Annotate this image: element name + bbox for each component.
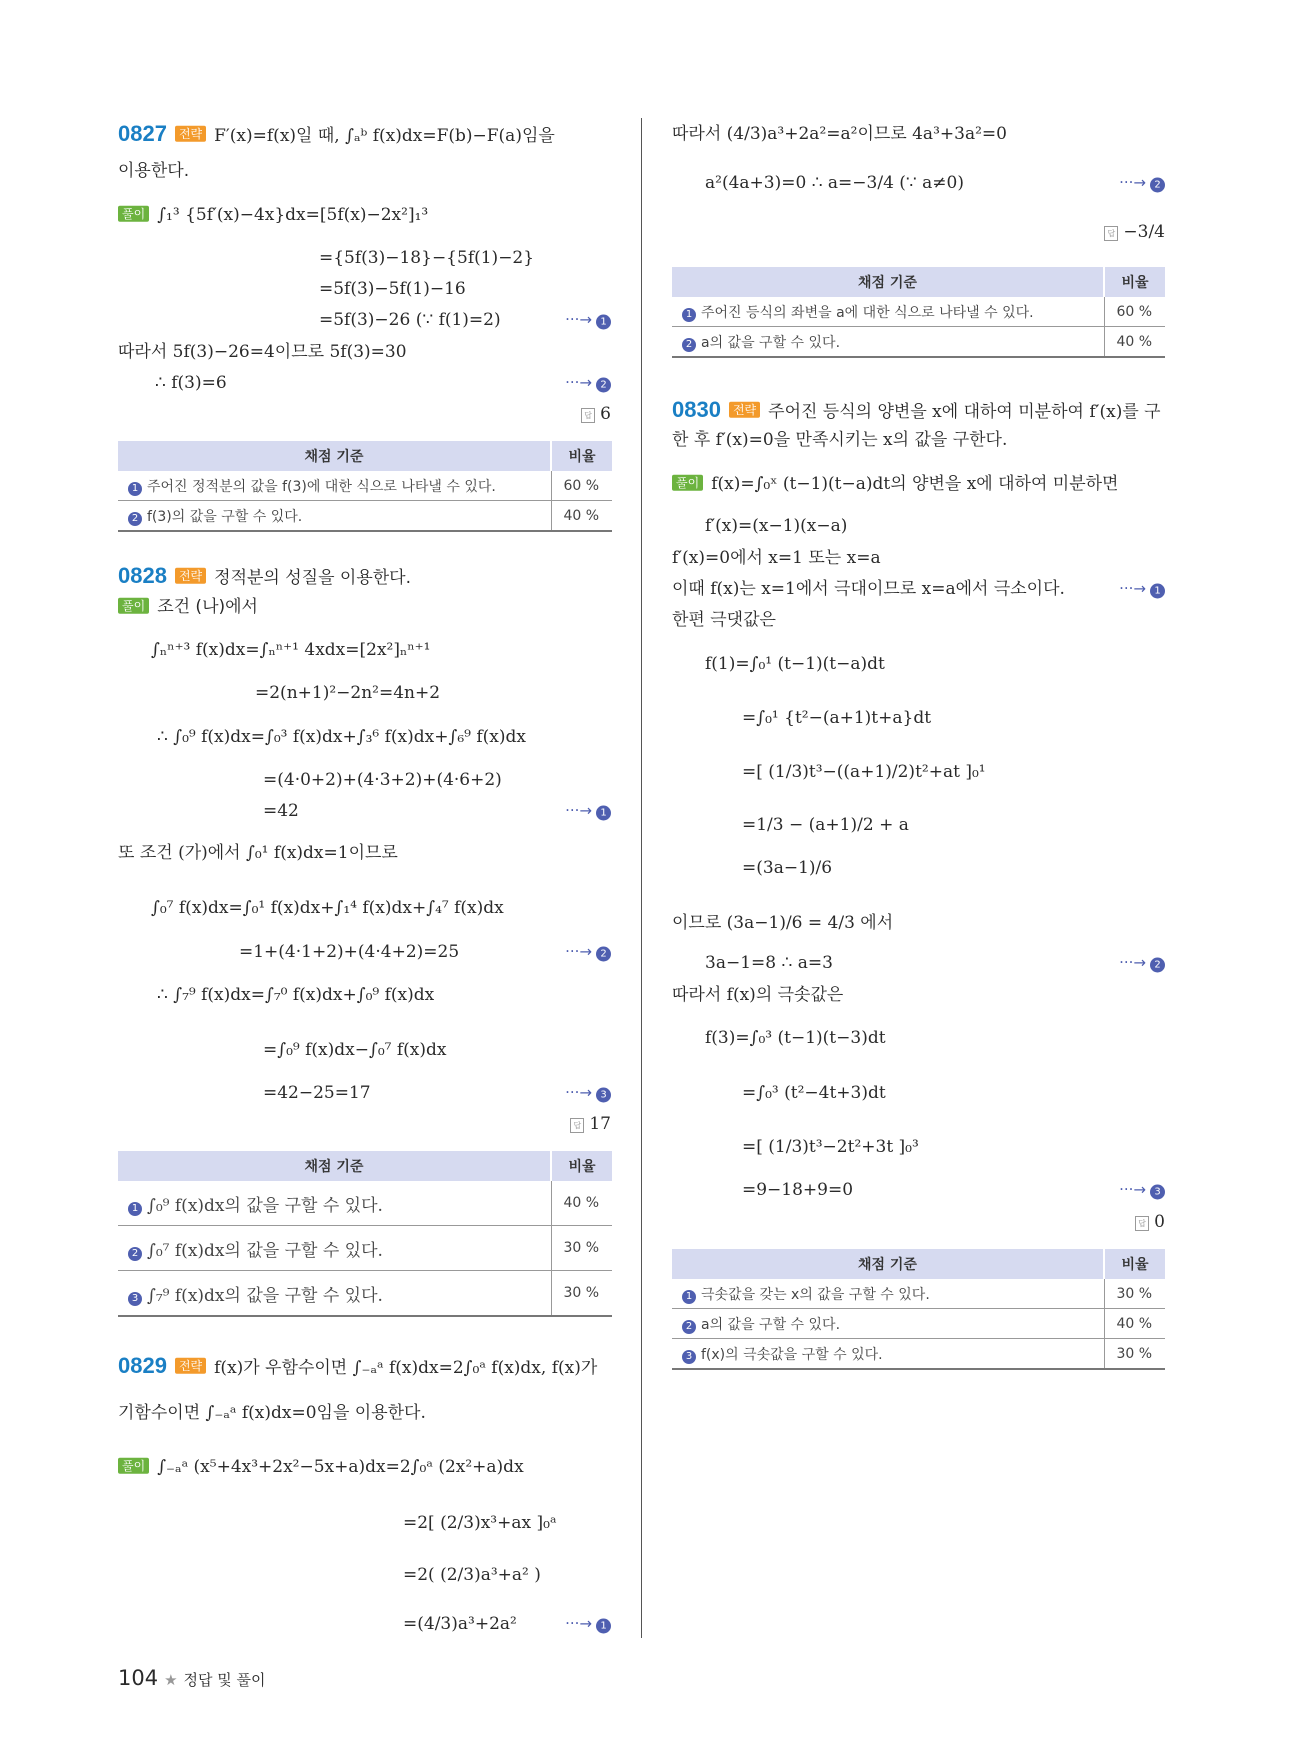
solution-line: 또 조건 (가)에서 ∫₀¹ f(x)dx=1이므로 [118,842,398,863]
table-row: 1 주어진 등식의 좌변을 a에 대한 식으로 나타낼 수 있다. 60 % [672,297,1165,327]
solution-line: 3a−1=8 ∴ a=3 [705,952,833,973]
solution-line: =[ (1/3)t³−2t²+3t ]₀³ [742,1136,919,1157]
page-number: 104 [118,1666,159,1690]
step-marker: ···→ 3 [1119,1181,1165,1200]
solution-line: =2[ (2/3)x³+ax ]₀ᵃ [403,1512,557,1533]
step-marker: ···→ 2 [1119,954,1165,973]
step-marker: ···→ 2 [565,374,611,393]
answer: 답 17 [570,1114,611,1134]
solution-line [118,205,428,225]
solution-line: 풀이 조건 (나)에서 [118,597,258,617]
solution-line: 이므로 (3a−1)/6 = 4/3 에서 [672,912,894,933]
table-row: 2 a의 값을 구할 수 있다. 40 % [672,327,1165,358]
grading-table: 채점 기준 비율 1 ∫₀⁹ f(x)dx의 값을 구할 수 있다. 40 % 2 ∫₀⁷ f(x)dx의 값을 구할 수 있다. 30 % 3 ∫₇⁹ f(x)dx의 값을 구할 수 있다. 30 % [118,1151,612,1317]
solution-line: =(4·0+2)+(4·3+2)+(4·6+2) [263,769,502,790]
solution-line: f(1)=∫₀¹ (t−1)(t−a)dt [705,653,885,674]
solution-line: =(4/3)a³+2a² [403,1613,517,1634]
solution-tag: 풀이 [118,598,149,614]
strategy-text: 이용한다. [118,160,190,181]
step-marker: ···→ 1 [565,1615,611,1634]
step-marker: ···→ 3 [565,1084,611,1103]
footer-title: 정답 및 풀이 [183,1671,266,1689]
grading-table: 채점 기준 비율 1 극솟값을 갖는 x의 값을 구할 수 있다. 30 % 2 a의 값을 구할 수 있다. 40 % 3 f(x)의 극솟값을 구할 수 있다. 30 % [672,1249,1165,1370]
grading-table [118,441,612,532]
solution-line: 따라서 (4/3)a³+2a²=a²이므로 4a³+3a²=0 [672,123,1007,144]
solution-line: =2(n+1)²−2n²=4n+2 [255,682,441,703]
answer-icon: 답 [1135,1216,1149,1231]
step-marker: ···→ 2 [1119,174,1165,193]
math: ∫₁³ {5f′(x)−4x}dx=[5f(x)−2x²]₁³ [157,204,429,225]
table-row: 2 a의 값을 구할 수 있다. 40 % [672,1309,1165,1339]
answer-icon: 답 [581,408,595,423]
solution-line: =1/3 − (a+1)/2 + a [742,814,909,835]
problem-0828-header [118,563,411,589]
table-row: 1 ∫₀⁹ f(x)dx의 값을 구할 수 있다. 40 % [118,1181,612,1226]
answer: 답 6 [581,404,611,424]
table-row: 3 ∫₇⁹ f(x)dx의 값을 구할 수 있다. 30 % [118,1271,612,1317]
step-marker: ···→ 2 [565,943,611,962]
solution-line: 풀이 f(x)=∫₀ˣ (t−1)(t−a)dt의 양변을 x에 대하여 미분하면 [672,474,1118,494]
step-marker: ···→ 1 [565,802,611,821]
table-row: 2 ∫₀⁷ f(x)dx의 값을 구할 수 있다. 30 % [118,1226,612,1271]
solution-line: ∫₀⁷ f(x)dx=∫₀¹ f(x)dx+∫₁⁴ f(x)dx+∫₄⁷ f(x)dx [151,897,504,918]
page-footer [118,1666,266,1690]
solution-line: =2( (2/3)a³+a² ) [403,1564,541,1585]
star-icon: ★ [164,1671,178,1689]
solution-line: =∫₀³ (t²−4t+3)dt [742,1082,886,1103]
solution-tag: 풀이 [118,206,149,222]
solution-line: a²(4a+3)=0 ∴ a=−3/4 (∵ a≠0) [705,172,964,193]
solution-line: =[ (1/3)t³−((a+1)/2)t²+at ]₀¹ [742,761,986,782]
solution-line: f′(x)=(x−1)(x−a) [705,515,848,536]
solution-line: 따라서 f(x)의 극솟값은 [672,984,844,1005]
grading-table: 채점 기준 비율 1 주어진 등식의 좌변을 a에 대한 식으로 나타낼 수 있다. 60 % 2 a의 값을 구할 수 있다. 40 % [672,267,1165,358]
strategy-tag: 전략 [175,126,206,142]
solution-line: 한편 극댓값은 [672,609,776,630]
solution-line: 이때 f(x)는 x=1에서 극대이므로 x=a에서 극소이다. [672,578,1065,599]
criteria-header: 채점 기준 [118,441,551,471]
strategy-tag: 전략 [175,568,206,584]
solution-line: =9−18+9=0 [742,1179,854,1200]
ratio-header: 비율 [551,441,612,471]
solution-line: =5f(3)−26 (∵ f(1)=2) [319,309,501,330]
step-marker: ···→ 1 [1119,580,1165,599]
strategy-text: 정적분의 성질을 이용한다. [214,567,411,588]
solution-line: ={5f(3)−18}−{5f(1)−2} [319,247,535,268]
solution-line: =∫₀¹ {t²−(a+1)t+a}dt [742,707,932,728]
table-row: 1 극솟값을 갖는 x의 값을 구할 수 있다. 30 % [672,1279,1165,1309]
solution-line: f(3)=∫₀³ (t−1)(t−3)dt [705,1027,886,1048]
problem-number: 0828 [118,562,167,588]
solution-line: ∴ ∫₀⁹ f(x)dx=∫₀³ f(x)dx+∫₃⁶ f(x)dx+∫₆⁹ f(x)dx [157,726,526,747]
problem-0827-header [118,121,555,147]
column-divider [641,118,642,1638]
answer-icon: 답 [570,1118,584,1133]
table-row: 1 주어진 정적분의 값을 f(3)에 대한 식으로 나타낼 수 있다. 60 % [118,471,612,501]
solution-line: =5f(3)−5f(1)−16 [319,278,466,299]
table-row: 3 f(x)의 극솟값을 구할 수 있다. 30 % [672,1339,1165,1370]
strategy-text: F′(x)=f(x)일 때, ∫ₐᵇ f(x)dx=F(b)−F(a)임을 [214,125,555,146]
table-row: 2 f(3)의 값을 구할 수 있다. 40 % [118,501,612,532]
solution-line: =(3a−1)/6 [742,857,833,878]
solution-line: ∴ ∫₇⁹ f(x)dx=∫₇⁰ f(x)dx+∫₀⁹ f(x)dx [157,984,435,1005]
solution-line: 풀이 ∫₋ₐᵃ (x⁵+4x³+2x²−5x+a)dx=2∫₀ᵃ (2x²+a)dx [118,1457,524,1477]
answer-icon: 답 [1104,226,1118,241]
strategy-text: 기함수이면 ∫₋ₐᵃ f(x)dx=0임을 이용한다. [118,1402,426,1423]
solution-line: =42−25=17 [263,1082,371,1103]
strategy-text: 한 후 f′(x)=0을 만족시키는 x의 값을 구한다. [672,429,1008,450]
solution-line: =1+(4·1+2)+(4·4+2)=25 [239,941,460,962]
answer: 답 −3/4 [1104,222,1165,242]
solution-line: ∫ₙⁿ⁺³ f(x)dx=∫ₙⁿ⁺¹ 4xdx=[2x²]ₙⁿ⁺¹ [151,639,431,660]
solution-line: =∫₀⁹ f(x)dx−∫₀⁷ f(x)dx [263,1039,447,1060]
problem-0830-header: 0830 전략 주어진 등식의 양변을 x에 대하여 미분하여 f′(x)를 구 [672,396,1161,422]
solution-line: f′(x)=0에서 x=1 또는 x=a [672,547,881,568]
solution-line: 따라서 5f(3)−26=4이므로 5f(3)=30 [118,341,407,362]
problem-number: 0827 [118,120,167,146]
solution-line: =42 [263,800,299,821]
answer: 답 0 [1135,1212,1165,1232]
step-marker: ···→ 1 [565,311,611,330]
solution-line: ∴ f(3)=6 [155,372,227,393]
problem-0829-header: 0829 전략 f(x)가 우함수이면 ∫₋ₐᵃ f(x)dx=2∫₀ᵃ f(x)dx, f(x)가 [118,1352,598,1378]
